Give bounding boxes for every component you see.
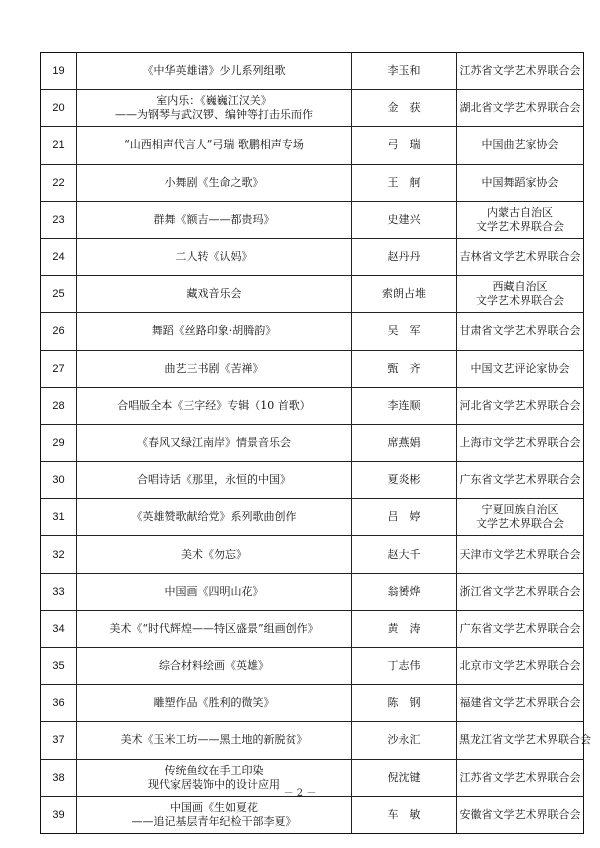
author-name: 丁志伟 — [352, 648, 457, 685]
table-row — [41, 90, 584, 127]
organization — [457, 722, 591, 759]
row-number: 35 — [41, 648, 77, 685]
organization-line: 北京市文学艺术界联合会 — [459, 659, 581, 673]
work-title — [77, 796, 352, 833]
work-title — [77, 201, 352, 238]
author-name: 李玉和 — [352, 53, 457, 90]
table-row — [41, 573, 584, 610]
organization — [457, 424, 584, 461]
organization-line: 广东省文学艺术界联合会 — [459, 621, 581, 635]
organization-line: 上海市文学艺术界联合会 — [459, 435, 581, 449]
author-name: 翁赟烨 — [352, 573, 457, 610]
table-row — [41, 164, 584, 201]
author-name: 车 敏 — [352, 796, 457, 833]
work-title — [77, 387, 352, 424]
work-title-line: 美术《玉米工坊——黑土地的新脱贫》 — [120, 733, 308, 747]
work-title — [77, 350, 352, 387]
work-title-line: 小舞剧《生命之歌》 — [164, 175, 264, 189]
row-number: 33 — [41, 573, 77, 610]
table-row — [41, 238, 584, 275]
organization — [457, 276, 584, 313]
work-title-line: 藏戏音乐会 — [186, 287, 242, 301]
work-title — [77, 722, 352, 759]
row-number: 20 — [41, 90, 77, 127]
work-title-line: 《中华英雄谱》少儿系列组歌 — [142, 64, 286, 78]
row-number: 28 — [41, 387, 77, 424]
organization — [457, 238, 584, 275]
row-number: 32 — [41, 536, 77, 573]
work-title — [77, 313, 352, 350]
work-title — [77, 648, 352, 685]
table-row — [41, 499, 584, 536]
organization-line: 黑龙江省文学艺术界联合会 — [459, 733, 591, 747]
table-row — [41, 387, 584, 424]
work-title-line: 美术《勿忘》 — [181, 547, 247, 561]
table-row — [41, 350, 584, 387]
author-name: 李连顺 — [352, 387, 457, 424]
author-name: 赵大千 — [352, 536, 457, 573]
table-row — [41, 722, 584, 759]
author-name: 吕 婷 — [352, 499, 457, 536]
work-title-line: 现代家居装饰中的设计应用 — [148, 777, 280, 791]
organization-line: 福建省文学艺术界联合会 — [459, 696, 581, 710]
author-name: 王 舸 — [352, 164, 457, 201]
table-row — [41, 127, 584, 164]
work-title-line: 中国画《生如夏花 — [170, 800, 258, 814]
organization-line: 中国曲艺家协会 — [481, 138, 559, 152]
organization-line: 文学艺术界联合会 — [476, 219, 564, 233]
table-row — [41, 462, 584, 499]
page-number: － 2 － — [283, 788, 317, 799]
organization — [457, 164, 584, 201]
row-number: 30 — [41, 462, 77, 499]
organization — [457, 350, 584, 387]
work-title-line: 二人转《认妈》 — [175, 250, 253, 264]
work-title-line: “山西相声代言人”弓瑞 歌鹏相声专场 — [124, 138, 304, 152]
organization-line: 河北省文学艺术界联合会 — [459, 398, 581, 412]
organization-line: 湖北省文学艺术界联合会 — [459, 101, 581, 115]
author-name: 弓 瑞 — [352, 127, 457, 164]
organization-line: 吉林省文学艺术界联合会 — [459, 250, 581, 264]
author-name: 甄 齐 — [352, 350, 457, 387]
row-number: 29 — [41, 424, 77, 461]
work-title-line: 《英雄赞歌献给党》系列歌曲创作 — [131, 510, 297, 524]
work-title — [77, 462, 352, 499]
table-row — [41, 424, 584, 461]
work-title-line: 美术《“时代辉煌——特区盛景”组画创作》 — [109, 621, 319, 635]
author-name: 倪沈键 — [352, 759, 457, 796]
organization — [457, 201, 584, 238]
organization — [457, 53, 584, 90]
organization-line: 文学艺术界联合会 — [476, 294, 564, 308]
organization-line: 宁夏回族自治区 — [481, 503, 559, 517]
work-title — [77, 573, 352, 610]
organization — [457, 685, 584, 722]
organization — [457, 127, 584, 164]
work-title-line: 传统鱼纹在手工印染 — [164, 763, 264, 777]
organization-line: 甘肃省文学艺术界联合会 — [459, 324, 581, 338]
work-title — [77, 53, 352, 90]
work-title — [77, 536, 352, 573]
work-title-line: 群舞《额吉——都贵玛》 — [153, 212, 275, 226]
work-title-line: 舞蹈《丝路印象·胡腾韵》 — [151, 324, 277, 338]
work-title — [77, 499, 352, 536]
organization-line: 安徽省文学艺术界联合会 — [459, 807, 581, 821]
organization — [457, 573, 584, 610]
row-number: 26 — [41, 313, 77, 350]
table-row — [41, 201, 584, 238]
organization-line: 江苏省文学艺术界联合会 — [459, 770, 581, 784]
row-number: 34 — [41, 610, 77, 647]
author-name: 黄 涛 — [352, 610, 457, 647]
table-row — [41, 610, 584, 647]
work-title — [77, 424, 352, 461]
work-title-line: 中国画《四明山花》 — [164, 584, 264, 598]
work-title-line: ——追记基层青年纪检干部李夏》 — [131, 814, 297, 828]
author-name: 史建兴 — [352, 201, 457, 238]
author-name: 赵丹丹 — [352, 238, 457, 275]
row-number: 31 — [41, 499, 77, 536]
work-title-line: ——为钢琴与武汉锣、编钟等打击乐而作 — [115, 108, 313, 122]
organization-line: 内蒙古自治区 — [487, 205, 553, 219]
work-title-line: 曲艺三书剧《苦禅》 — [164, 361, 264, 375]
row-number: 38 — [41, 759, 77, 796]
author-name: 夏炎彬 — [352, 462, 457, 499]
table-row — [41, 685, 584, 722]
row-number: 21 — [41, 127, 77, 164]
organization-line: 天津市文学艺术界联合会 — [459, 547, 581, 561]
work-title-line: 雕塑作品《胜利的微笑》 — [153, 696, 275, 710]
organization — [457, 648, 584, 685]
organization — [457, 536, 584, 573]
work-title — [77, 685, 352, 722]
row-number: 39 — [41, 796, 77, 833]
table-row — [41, 53, 584, 90]
work-title — [77, 610, 352, 647]
work-title — [77, 164, 352, 201]
organization — [457, 462, 584, 499]
author-name: 沙永汇 — [352, 722, 457, 759]
table-row — [41, 536, 584, 573]
work-title — [77, 276, 352, 313]
work-title — [77, 238, 352, 275]
table-row — [41, 796, 584, 833]
organization-line: 江苏省文学艺术界联合会 — [459, 64, 581, 78]
author-name: 席燕娟 — [352, 424, 457, 461]
author-name: 索朗占堆 — [352, 276, 457, 313]
row-number: 25 — [41, 276, 77, 313]
row-number: 36 — [41, 685, 77, 722]
organization-line: 广东省文学艺术界联合会 — [459, 473, 581, 487]
work-title — [77, 127, 352, 164]
organization-line: 中国舞蹈家协会 — [481, 175, 559, 189]
organization — [457, 90, 584, 127]
organization-line: 文学艺术界联合会 — [476, 517, 564, 531]
organization-line: 西藏自治区 — [492, 280, 548, 294]
work-title-line: 综合材料绘画《英雄》 — [159, 659, 269, 673]
author-name: 陈 钢 — [352, 685, 457, 722]
awards-table — [40, 52, 591, 834]
organization-line: 中国文艺评论家协会 — [470, 361, 570, 375]
work-title-line: 合唱诗话《那里，永恒的中国》 — [137, 473, 291, 487]
table-row — [41, 276, 584, 313]
author-name: 金 获 — [352, 90, 457, 127]
row-number: 19 — [41, 53, 77, 90]
work-title-line: 室内乐：《巍巍江汉关》 — [156, 94, 272, 108]
organization-line: 浙江省文学艺术界联合会 — [459, 584, 581, 598]
organization — [457, 313, 584, 350]
row-number: 27 — [41, 350, 77, 387]
table-body — [41, 53, 591, 834]
work-title-line: 《春风又绿江南岸》情景音乐会 — [137, 435, 291, 449]
row-number: 24 — [41, 238, 77, 275]
organization — [457, 796, 584, 833]
author-name: 吴 军 — [352, 313, 457, 350]
table-row — [41, 648, 584, 685]
organization — [457, 499, 584, 536]
work-title-line: 合唱版全本《三字经》专辑（10 首歌） — [117, 398, 311, 412]
organization — [457, 610, 584, 647]
organization — [457, 387, 584, 424]
row-number: 23 — [41, 201, 77, 238]
work-title — [77, 90, 352, 127]
row-number: 37 — [41, 722, 77, 759]
table-row — [41, 313, 584, 350]
row-number: 22 — [41, 164, 77, 201]
